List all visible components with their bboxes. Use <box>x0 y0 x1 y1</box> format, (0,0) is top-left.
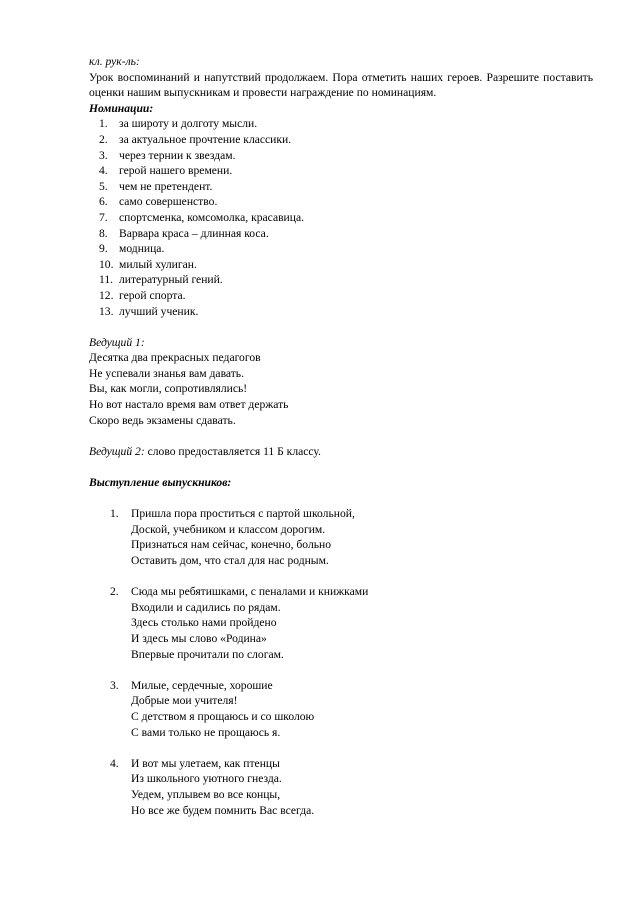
host2-paragraph <box>89 444 593 460</box>
nomination-text: литературный гений. <box>119 273 223 287</box>
nomination-number: 11. <box>99 273 114 287</box>
nomination-number: 2. <box>99 132 108 146</box>
verse-line: Милые, сердечные, хорошие <box>131 678 273 692</box>
nomination-number: 10. <box>99 257 114 271</box>
verse-line: Из школьного уютного гнезда. <box>131 772 282 786</box>
graduates-title: Выступление выпускников: <box>89 476 232 490</box>
nomination-item <box>89 132 593 148</box>
verse <box>89 506 593 568</box>
verse-line: Впервые прочитали по слогам. <box>131 647 284 661</box>
nomination-item <box>89 241 593 257</box>
host1-line: Десятка два прекрасных педагогов <box>89 351 261 365</box>
verse-number: 3. <box>110 678 119 692</box>
host2-label: Ведущий 2: <box>89 444 145 458</box>
verse-number: 4. <box>110 756 119 770</box>
verse-line: Сюда мы ребятишками, с пеналами и книжками <box>131 585 369 599</box>
nomination-item <box>89 179 593 195</box>
nomination-text: за актуальное прочтение классики. <box>119 132 292 146</box>
spacer <box>89 491 593 507</box>
nomination-number: 3. <box>99 148 108 162</box>
verse-line: И вот мы улетаем, как птенцы <box>131 756 280 770</box>
nomination-number: 9. <box>99 242 108 256</box>
nomination-text: спортсменка, комсомолка, красавица. <box>119 210 305 224</box>
nomination-text: герой спорта. <box>119 288 186 302</box>
nomination-item <box>89 288 593 304</box>
nomination-item <box>89 116 593 132</box>
nomination-text: чем не претендент. <box>119 179 213 193</box>
nomination-item <box>89 272 593 288</box>
verse-line: Здесь столько нами пройдено <box>131 616 277 630</box>
nomination-text: милый хулиган. <box>119 257 197 271</box>
nomination-number: 1. <box>99 117 108 131</box>
nomination-number: 13. <box>99 304 114 318</box>
nomination-text: за широту и долготу мысли. <box>119 117 258 131</box>
nomination-text: Варвара краса – длинная коса. <box>119 226 269 240</box>
nomination-number: 6. <box>99 195 108 209</box>
spacer <box>89 319 593 335</box>
nomination-item <box>89 257 593 273</box>
nomination-item <box>89 148 593 164</box>
nomination-text: лучший ученик. <box>119 304 199 318</box>
verse-line: С вами только не прощаюсь я. <box>131 725 281 739</box>
nomination-item <box>89 304 593 320</box>
nomination-text: герой нашего времени. <box>119 164 233 178</box>
host1-line: Вы, как могли, сопротивлялись! <box>89 382 248 396</box>
verse-line: Пришла пора проститься с партой школьной, <box>131 507 355 521</box>
verse-line: Уедем, уплывем во все концы, <box>131 787 281 801</box>
verse-line: Оставить дом, что стал для нас родным. <box>131 554 329 567</box>
verse-number: 1. <box>110 507 119 521</box>
host1-line: Не успевали знанья вам давать. <box>89 366 244 380</box>
spacer <box>89 428 593 444</box>
nomination-text: модница. <box>119 242 165 256</box>
nomination-number: 8. <box>99 226 108 240</box>
verse-line: Доской, учебником и классом дорогим. <box>131 522 326 536</box>
host2-text: слово предоставляется 11 Б классу. <box>144 444 321 458</box>
nomination-number: 4. <box>99 164 108 178</box>
teacher-label: кл. рук-ль: <box>89 55 140 68</box>
verse-line: И здесь мы слово «Родина» <box>131 631 267 645</box>
intro-paragraph: Урок воспоминаний и напутствий продолжаем. Пора отметить наших героев. Разрешите поставить оценки нашим выпускникам и провести награждение по номинациям. <box>89 70 593 100</box>
nomination-item <box>89 163 593 179</box>
nomination-text: само совершенство. <box>119 195 218 209</box>
nomination-text: через тернии к звездам. <box>119 148 236 162</box>
host1-line: Но вот настало время вам ответ держать <box>89 398 289 412</box>
verse-line: Но все же будем помнить Вас всегда. <box>131 803 315 817</box>
nominations-list <box>89 116 593 319</box>
nomination-number: 12. <box>99 288 114 302</box>
graduates-verses <box>89 506 593 818</box>
verse-line: С детством я прощаюсь и со школою <box>131 709 315 723</box>
nomination-item <box>89 226 593 242</box>
host1-label: Ведущий 1: <box>89 335 145 349</box>
verse-number: 2. <box>110 585 119 599</box>
nomination-number: 7. <box>99 210 108 224</box>
verse-line: Признаться нам сейчас, конечно, больно <box>131 538 332 552</box>
verse <box>89 756 593 818</box>
nominations-title: Номинации: <box>89 101 154 115</box>
host1-text <box>89 350 593 428</box>
nomination-item <box>89 194 593 210</box>
verse-line: Входили и садились по рядам. <box>131 600 281 614</box>
document-page <box>89 54 593 818</box>
verse <box>89 584 593 662</box>
spacer <box>89 459 593 475</box>
nomination-number: 5. <box>99 179 108 193</box>
verse <box>89 678 593 740</box>
host1-line: Скоро ведь экзамены сдавать. <box>89 413 236 427</box>
nomination-item <box>89 210 593 226</box>
verse-line: Добрые мои учителя! <box>131 694 238 708</box>
